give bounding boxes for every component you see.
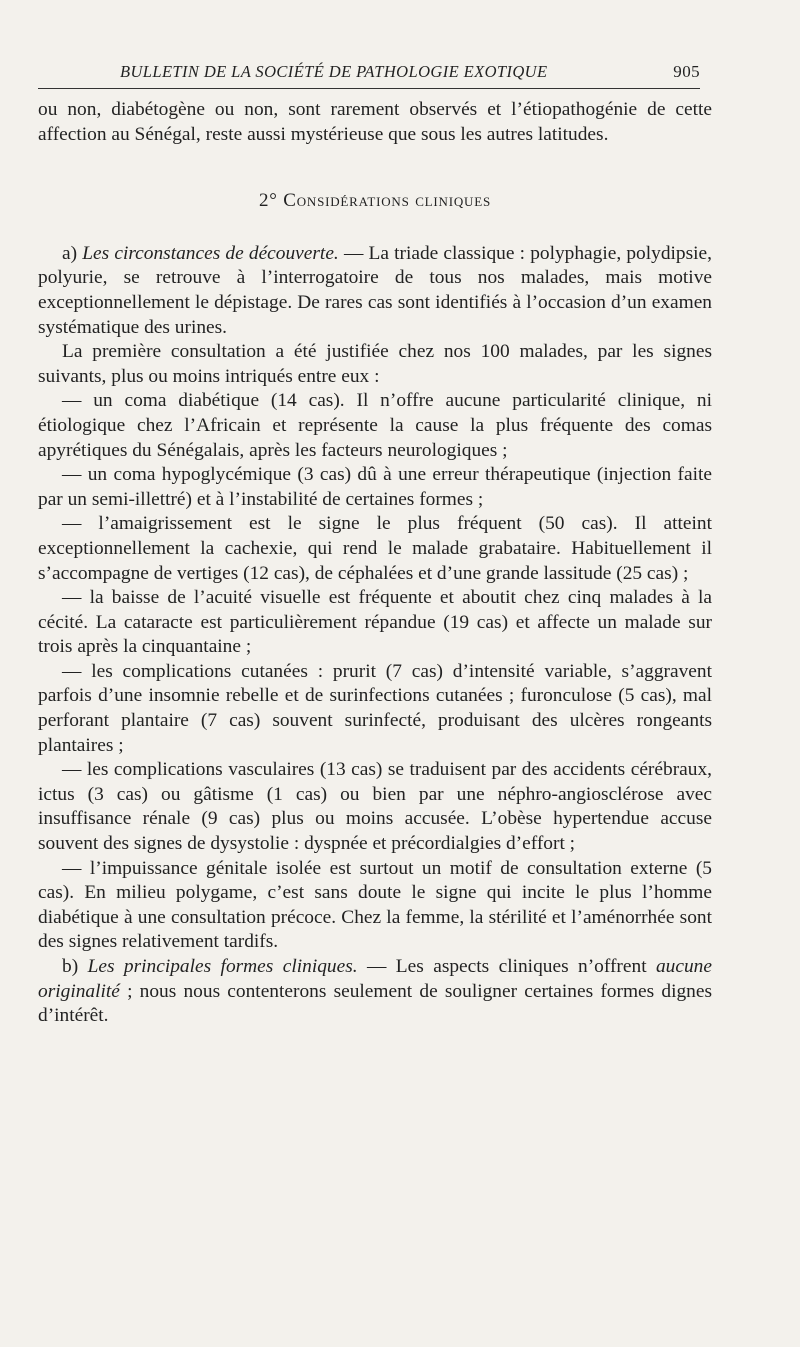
subsection-b-title: Les principales formes cliniques. bbox=[87, 956, 358, 977]
sign-item: — la baisse de l’acuité visuelle est fréquente et aboutit chez cinq malades à la cécité. La cataracte est particulièrement répandue (19 cas) et affecte un malade sur trois après la cinquantaine ; bbox=[38, 587, 712, 658]
subsection-b-text-before: — Les aspects cliniques n’offrent bbox=[357, 956, 656, 977]
subsection-b-text-after: ; nous nous contenterons seulement de souligner certaines formes dignes d’intérêt. bbox=[38, 980, 712, 1027]
sign-item: — un coma hypoglycémique (3 cas) dû à une erreur thérapeutique (injection faite par un semi-illettré) et à l’instabilité de certaines formes ; bbox=[38, 464, 712, 510]
consultation-paragraph: La première consultation a été justifiée chez nos 100 malades, par les signes suivants, plus ou moins intriqués entre eux : bbox=[38, 341, 712, 387]
subsection-b-emphasis: aucune originalité bbox=[38, 956, 712, 1002]
subsection-a-title: Les circonstances de découverte. bbox=[82, 242, 339, 264]
article-body bbox=[38, 98, 712, 1029]
subsection-a-paragraph bbox=[38, 242, 712, 340]
subsection-b-paragraph bbox=[38, 955, 712, 1029]
sign-item: — l’impuissance génitale isolée est surtout un motif de consultation externe (5 cas). En milieu polygame, c’est sans doute le signe qui incite le plus l’homme diabétique à une consultation précoce. Chez la femme, la stérilité et l’aménorrhée sont des signes relativement tardifs. bbox=[38, 857, 712, 953]
sign-item: — un coma diabétique (14 cas). Il n’offre aucune particularité clinique, ni étiologique chez l’Africain et représente la cause la plus fréquente des comas apyrétiques du Sénégalais, après les facteurs neurologiques ; bbox=[38, 390, 712, 461]
intro-paragraph: ou non, diabétogène ou non, sont rarement observés et l’étiopathogénie de cette affection au Sénégal, reste aussi mystérieuse que sous les autres latitudes. bbox=[38, 99, 712, 145]
section-heading: 2° Considérations cliniques bbox=[258, 190, 492, 212]
subsection-a-label: a) bbox=[62, 242, 78, 264]
subsection-b-label: b) bbox=[62, 956, 79, 977]
page-number: 905 bbox=[673, 62, 700, 81]
sign-item: — les complications cutanées : prurit (7 cas) d’intensité variable, s’aggravent parfois d’une insomnie rebelle et de surinfections cutanées ; furonculose (5 cas), mal perforant plantaire (7 cas) souvent surinfecté, produisant des ulcères rongeants plantaires ; bbox=[38, 660, 712, 756]
sign-item: — les complications vasculaires (13 cas) se traduisent par des accidents cérébraux, ictus (3 cas) ou gâtisme (1 cas) ou bien par une néphro-angiosclérose avec insuffisance rénale (9 cas) plus ou moins accusée. L’obèse hypertendue accuse souvent des signes de dysystolie : dyspnée et précordialgies d’effort ; bbox=[38, 759, 712, 855]
subsection-a-text: — La triade classique : polyphagie, polydipsie, polyurie, se retrouve à l’interrogatoire de tous nos malades, mais motive exceptionnellement le dépistage. De rares cas sont identifiés à l’occasion d’un examen systématique des urines. bbox=[38, 242, 712, 338]
sign-item: — l’amaigrissement est le signe le plus fréquent (50 cas). Il atteint exceptionnellement la cachexie, qui rend le malade grabataire. Habituellement il s’accompagne de vertiges (12 cas), de céphalées et d’une grande lassitude (25 cas) ; bbox=[38, 513, 712, 584]
running-header bbox=[38, 62, 700, 88]
journal-title: BULLETIN DE LA SOCIÉTÉ DE PATHOLOGIE EXOTIQUE bbox=[120, 62, 548, 81]
header-rule bbox=[38, 88, 700, 89]
